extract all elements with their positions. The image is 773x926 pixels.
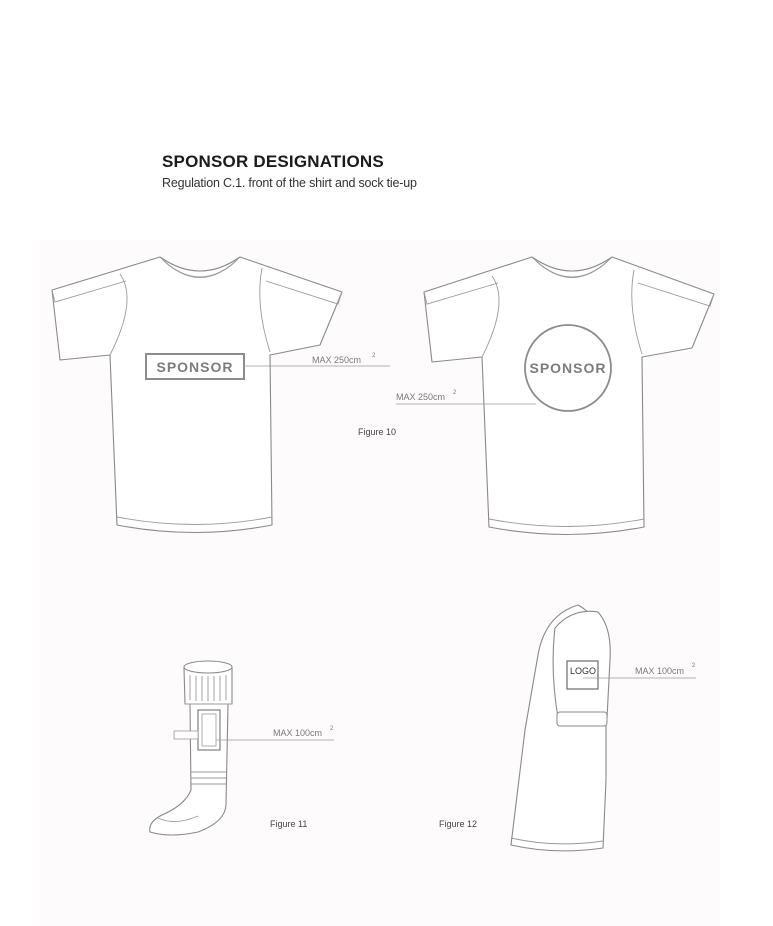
sock-unit-superscript: 2	[330, 726, 334, 732]
circle-max-area-label: MAX 250cm	[396, 392, 446, 402]
shirt-front-rect	[52, 257, 390, 533]
rect-unit-superscript: 2	[372, 353, 376, 359]
figure-11-caption: Figure 11	[270, 819, 308, 829]
figure-10-caption: Figure 10	[358, 427, 397, 437]
sleeve-max-area-label: MAX 100cm	[635, 666, 685, 676]
page-subtitle: Regulation C.1. front of the shirt and sock tie-up	[162, 176, 417, 190]
rect-max-area-label: MAX 250cm	[312, 355, 362, 365]
shirt-front-circle	[396, 257, 714, 535]
page-title: SPONSOR DESIGNATIONS	[162, 152, 384, 171]
sponsor-rect-badge: SPONSOR	[156, 359, 234, 375]
shirt-side-illustration	[511, 605, 696, 851]
sock-illustration	[150, 661, 334, 835]
circle-unit-superscript: 2	[453, 390, 457, 396]
sponsor-circle-badge: SPONSOR	[529, 360, 607, 376]
figure-12-caption: Figure 12	[439, 819, 478, 829]
logo-badge: LOGO	[570, 666, 597, 676]
sleeve-unit-superscript: 2	[692, 663, 696, 669]
sock-max-area-label: MAX 100cm	[273, 728, 323, 738]
